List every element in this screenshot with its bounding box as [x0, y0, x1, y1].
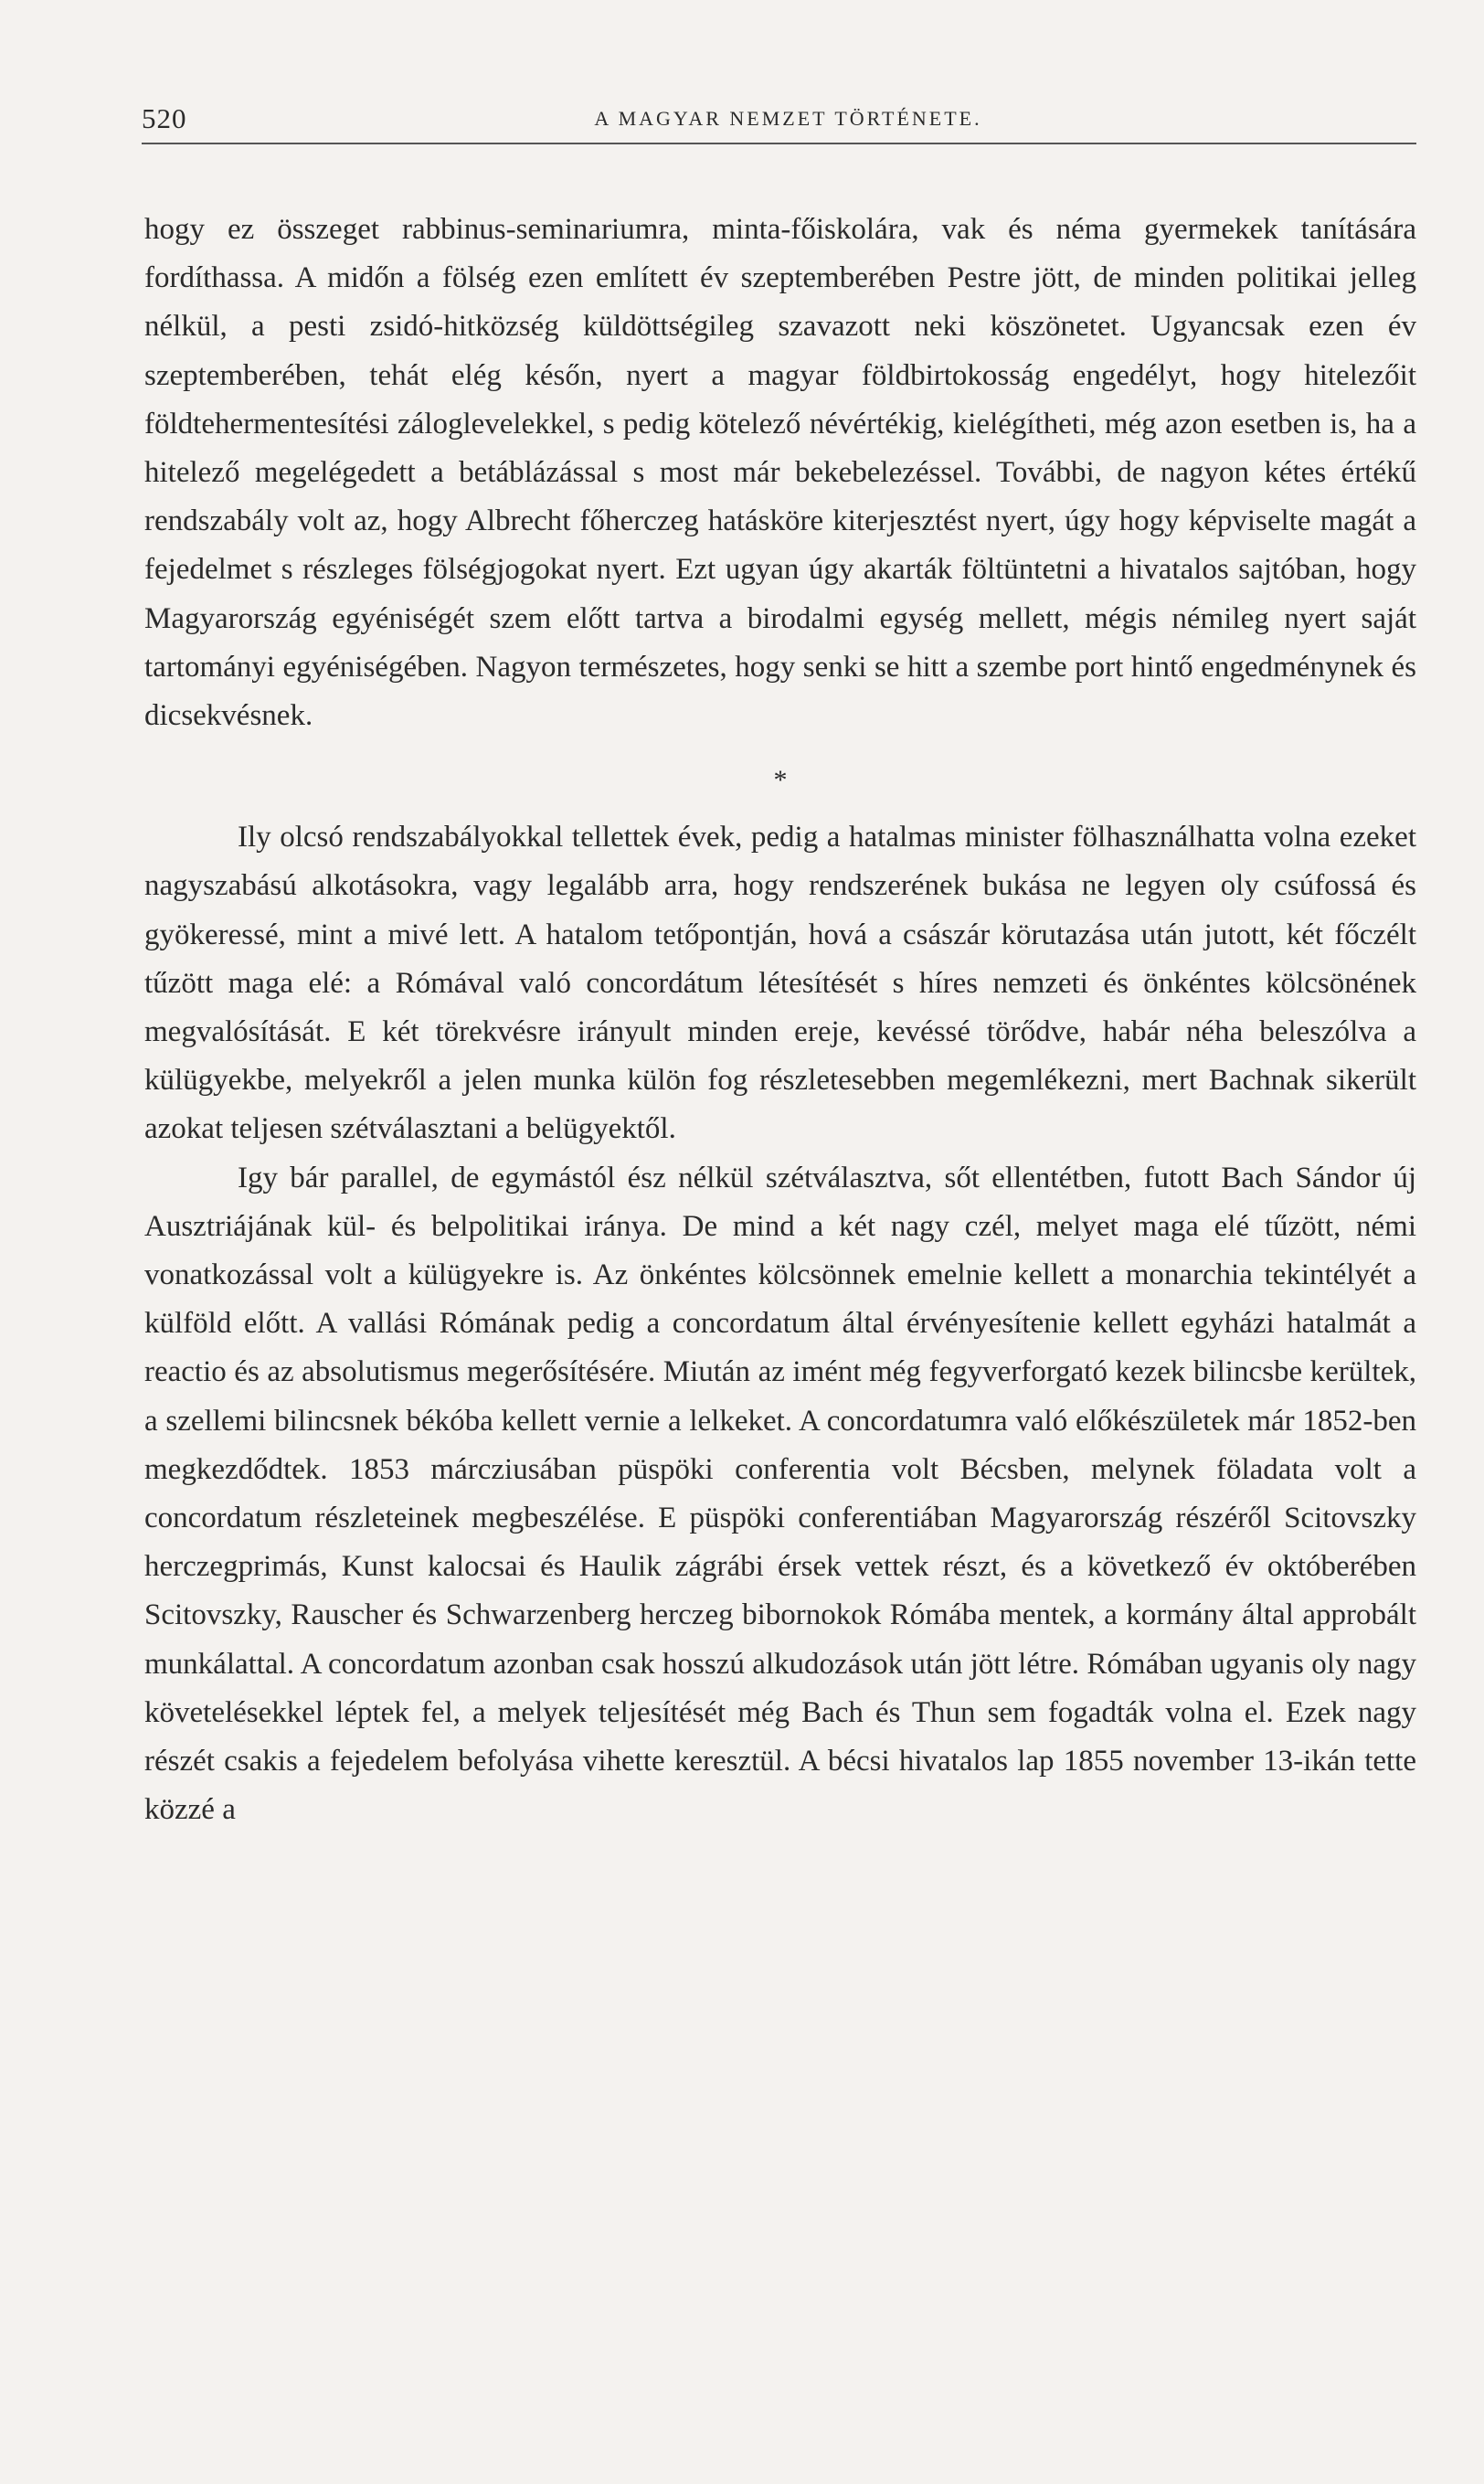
paragraph-continuation: hogy ez összeget rabbinus-seminariumra, minta-főiskolára, vak és néma gyermekek tanítására fordíthassa. A midőn a fölség ezen említett év szeptemberében Pestre jött, de minden politikai jelleg nélkül, a pesti zsidó-hitközség küldöttségileg szavazott neki köszönetet. Ugyancsak ezen év szeptemberében, tehát elég későn, nyert a magyar földbirtokosság engedélyt, hogy hitelezőit földtehermentesítési záloglevelekkel, s pedig kötelező névértékig, kielégítheti, még azon esetben is, ha a hitelező megelégedett a betáblázással s most már bekebelezéssel. További, de nagyon kétes értékű rendszabály volt az, hogy Albrecht főherczeg hatásköre kiterjesztést nyert, úgy hogy képviselte magát a fejedelmet s részleges fölségjogokat nyert. Ezt ugyan úgy akarták föltüntetni a hivatalos sajtóban, hogy Magyarország egyéniségét szem előtt tartva a birodalmi egység mellett, mégis némileg nyert saját tartományi egyéniségében. Nagyon természetes, hogy senki se hitt a szembe port hintő engedménynek és dicsekvésnek.	[144, 213, 1416, 733]
paragraph: Ily olcsó rendszabályokkal tellettek évek, pedig a hatalmas minister fölhasználhatta volna ezeket nagyszabású alkotásokra, vagy legalább arra, hogy rendszerének bukása ne legyen oly csúfossá és gyökeressé, mint a mivé lett. A hatalom tetőpontján, hová a császár körutazása után jutott, két főczélt tűzött maga elé: a Rómával való concordátum létesítését s híres nemzeti és önkéntes kölcsönének megvalósítását. E két törekvésre irányult minden ereje, kevéssé törődve, habár néha beleszólva a külügyekbe, melyekről a jelen munka külön fog részletesebben megemlékezni, mert Bachnak sikerült azokat teljesen szétválasztani a belügyektől.	[144, 821, 1416, 1146]
paragraph: Igy bár parallel, de egymástól ész nélkül szétválasztva, sőt ellentétben, futott Bach Sándor új Ausztriájának kül- és belpolitikai iránya. De mind a két nagy czél, melyet maga elé tűzött, némi vonatkozással volt a külügyekre is. Az önkéntes kölcsönnek emelnie kellett a monarchia tekintélyét a külföld előtt. A vallási Rómának pedig a concordatum által érvényesítenie kellett egyházi hatalmát a reactio és az absolutismus megerősítésére. Miután az imént még fegyverforgató kezek bilincsbe kerültek, a szellemi bilincsnek békóba kellett vernie a lelkeket. A concordatumra való előkészületek már 1852-ben megkezdődtek. 1853 márcziusában püspöki conferentia volt Bécsben, melynek föladata volt a concordatum részleteinek megbeszélése. E püspöki conferentiában Magyarország részéről Scitovszky herczegprimás, Kunst kalocsai és Haulik zágrábi érsek vettek részt, és a következő év októberében Scitovszky, Rauscher és Schwarzenberg herczeg bibornokok Rómába mentek, a kormány által approbált munkálattal. A concordatum azonban csak hosszú alkudozások után jött létre. Rómában ugyanis oly nagy követelésekkel léptek fel, a melyek teljesítését még Bach és Thun sem fogadták volna el. Ezek nagy részét csakis a fejedelem befolyása vihette keresztül. A bécsi hivatalos lap 1855 november 13-ikán tette közzé a	[144, 1161, 1416, 1827]
section-separator: *	[773, 765, 788, 796]
running-head	[142, 95, 1416, 144]
page-number: 520	[142, 102, 187, 134]
book-title: A MAGYAR NEMZET TÖRTÉNETE.	[594, 107, 982, 130]
body-text	[144, 206, 1416, 1835]
